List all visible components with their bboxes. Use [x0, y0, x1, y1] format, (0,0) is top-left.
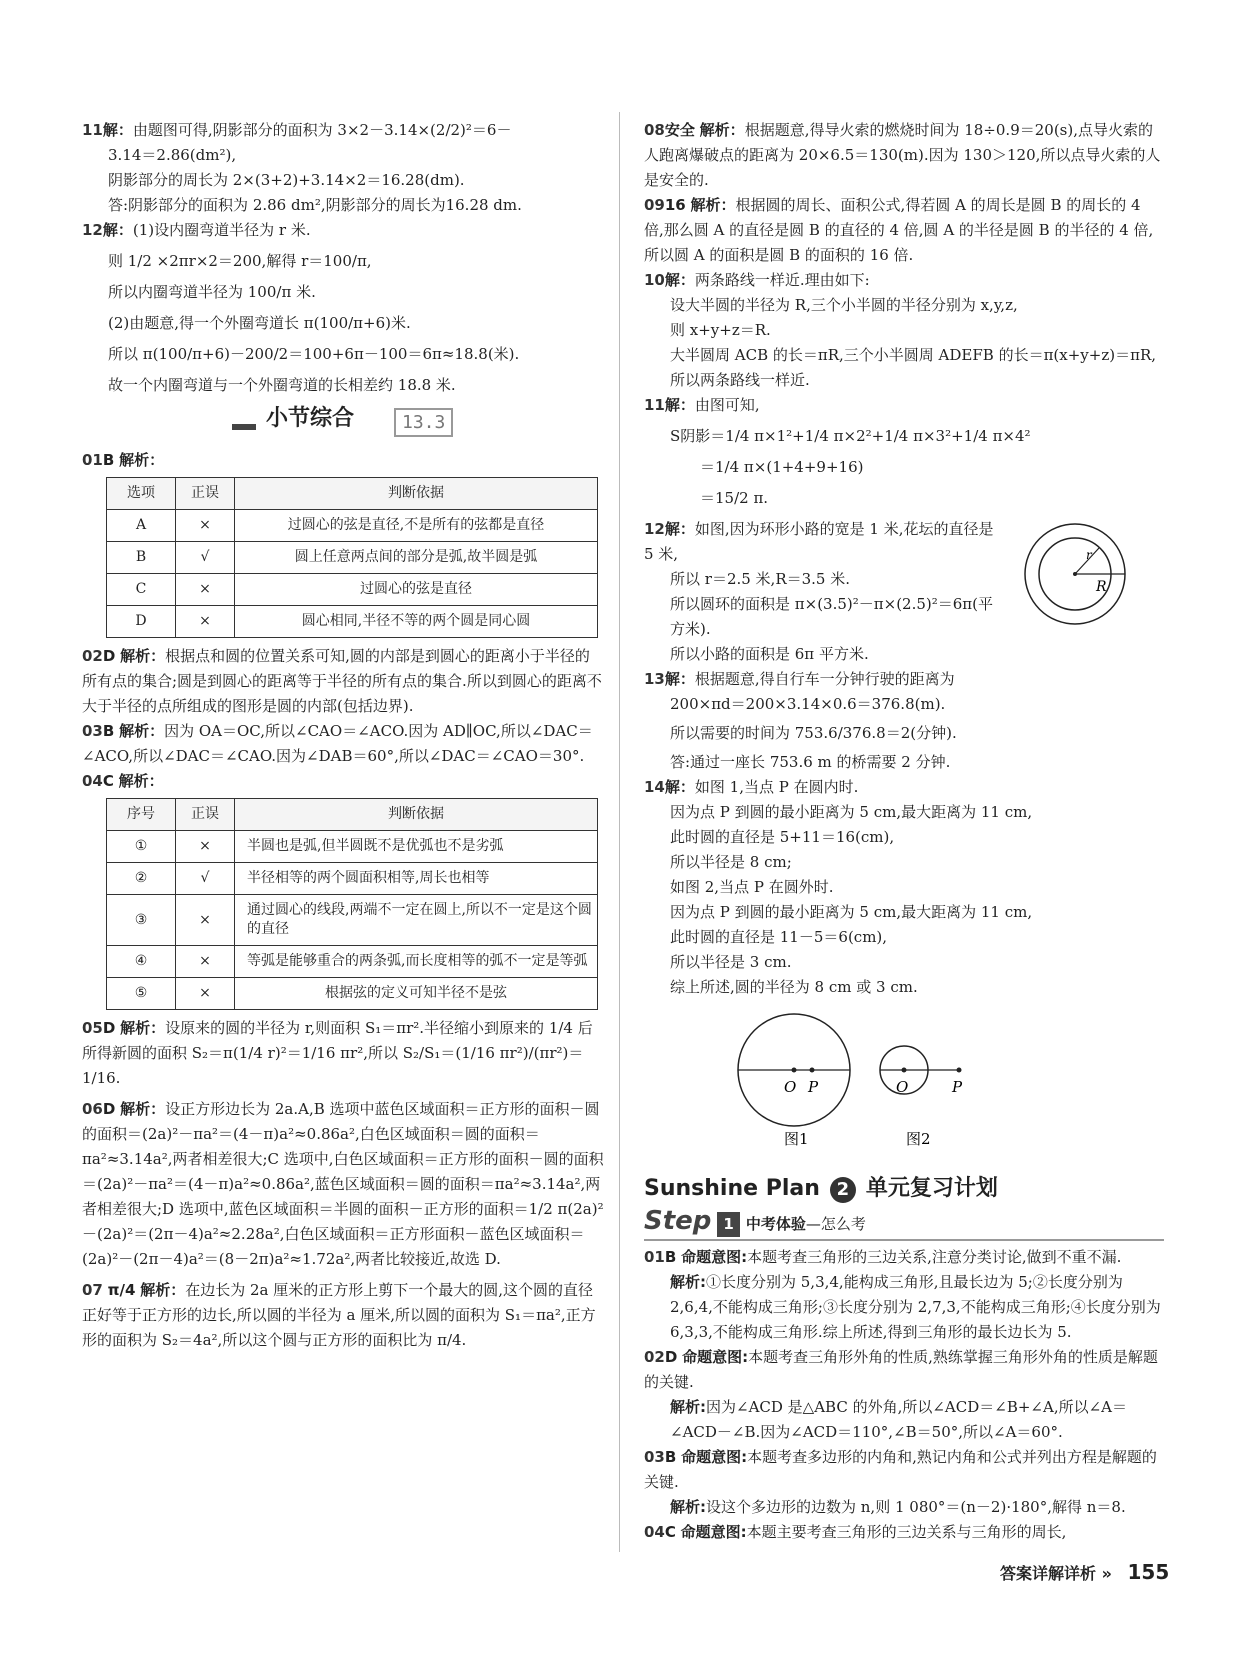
q11-left: 11解：由题图可得,阴影部分的面积为 3×2－3.14×(2/2)²＝6－ 3.14＝2.86(dm²), 阴影部分的周长为 2×(3+2)+3.14×2＝16.28(dm). 答:阴影部分的面积为 2.86 dm²,阴影部分的周长为16.28 dm.: [82, 121, 522, 214]
fig1-p: P: [808, 1078, 819, 1096]
q11-right: 11解：由图可知, S阴影＝1/4 π×1²+1/4 π×2²+1/4 π×3²+1/4 π×4² ＝1/4 π×(1+4+9+16) ＝15/2 π.: [644, 396, 1031, 507]
q08: 08安全 解析：根据题意,得导火索的燃烧时间为 18÷0.9＝20(s),点导火索的人跑离爆破点的距离为 20×6.5＝130(m).因为 130＞120,所以点导火索的人是安全的.: [644, 121, 1161, 189]
q07: 07 π/4 解析：在边长为 2a 厘米的正方形上剪下一个最大的圆,这个圆的直径正好等于正方形的边长,所以圆的半径为 a 厘米,所以圆的面积为 S₁＝πa²,正方形的面积为 S₂＝4a²,所以这个圆与正方形的面积比为 π/4.: [82, 1281, 596, 1349]
q13: 13解：根据题意,得自行车一分钟行驶的距离为 200×πd＝200×3.14×0.6＝376.8(m). 所以需要的时间为 753.6/376.8＝2(分钟). 答:通过一座长 753.6 m 的桥需要 2 分钟.: [644, 670, 957, 771]
left-column: [82, 118, 604, 1353]
column-divider: [619, 112, 620, 1552]
q04-table: 序号 正误 判断依据 ① × 半圆也是弧,但半圆既不是优弧也不是劣弧 ② √ 半径相等的两个圆面积相等,周长也相等 ③ × 通过圆心的线段,两端不一定在圆上,所以不一定是这个圆的直径 ④ × 等弧是能够重合的两条弧,而长度相等的弧不一定是等弧 ⑤ × 根据弦的定义可知半径不是弦: [106, 798, 598, 1010]
q09: 0916 解析：根据圆的周长、面积公式,得若圆 A 的周长是圆 B 的周长的 4 倍,那么圆 A 的直径是圆 B 的直径的 4 倍,圆 A 的半径是圆 B 的半径的 4 倍,所以圆 A 的面积是圆 B 的面积的 16 倍.: [644, 196, 1154, 264]
step-header: Step 1 中考体验—怎么考: [644, 1209, 1164, 1241]
section-tag: 13.3: [394, 408, 453, 437]
page-footer: [1000, 1560, 1169, 1586]
q04: 04C 解析： 序号 正误 判断依据 ① × 半圆也是弧,但半圆既不是优弧也不是劣弧 ② √ 半径相等的两个圆面积相等,周长也相等 ③ × 通过圆心的线段,两端不一定在圆上,所以不一定是这个圆的直径 ④ × 等弧是能够重合的两条弧,而长度相等的弧不一定是等弧 ⑤ × 根据弦的定义可知半径不是弦: [82, 769, 604, 1010]
footer-label: 答案详解详析: [1000, 1564, 1097, 1583]
right-column: [644, 118, 1164, 1545]
q12-right: 12解：如图,因为环形小路的宽是 1 米,花坛的直径是 5 米, 所以 r＝2.5 米,R＝3.5 米. 所以圆环的面积是 π×(3.5)²－π×(2.5)²＝6π(平方米). 所以小路的面积是 6π 平方米. r R: [644, 517, 1164, 667]
ring-label-R: R: [1096, 579, 1107, 595]
s01: 01B 命题意图:本题考查三角形的三边关系,注意分类讨论,做到不重不漏. 解析:①长度分别为 5,3,4,能构成三角形,且最长边为 5;②长度分别为 2,6,4,不能构成三角形;③长度分别为 2,7,3,不能构成三角形;④长度分别为 6,3,3,不能构成三角形.综上所述,得到三角形的最长边长为 5.: [644, 1248, 1161, 1341]
q14-figures: [644, 1000, 1164, 1150]
q03: 03B 解析：因为 OA＝OC,所以∠CAO＝∠ACO.因为 AD∥OC,所以∠DAC＝∠ACO,所以∠DAC＝∠CAO.因为∠DAB＝60°,所以∠DAC＝∠CAO＝30°.: [82, 722, 593, 765]
footer-arrows: »: [1101, 1564, 1112, 1583]
page-number: 155: [1127, 1560, 1170, 1584]
fig1-caption: 图1: [784, 1130, 809, 1148]
q05: 05D 解析：设原来的圆的半径为 r,则面积 S₁＝πr².半径缩小到原来的 1/4 后所得新圆的面积 S₂＝π(1/4 r)²＝1/16 πr²,所以 S₂/S₁＝(1/16 πr²)/(πr²)＝1/16.: [82, 1019, 593, 1087]
ring-label-r: r: [1086, 548, 1092, 562]
sunshine-plan-header: Sunshine Plan 2 单元复习计划: [644, 1176, 998, 1201]
fig2-p: P: [952, 1078, 963, 1096]
fig2-o: O: [896, 1078, 909, 1096]
s04: 04C 命题意图:本题主要考查三角形的三边关系与三角形的周长,: [644, 1523, 1067, 1541]
s02: 02D 命题意图:本题考查三角形外角的性质,熟练掌握三角形外角的性质是解题的关键. 解析:因为∠ACD 是△ABC 的外角,所以∠ACD＝∠B+∠A,所以∠A＝∠ACD－∠B.因为∠ACD＝110°,∠B＝50°,所以∠A＝60°.: [644, 1348, 1158, 1441]
section-title: 小节综合: [266, 406, 355, 431]
q01: 01B 解析： 选项 正误 判断依据 A × 过圆心的弦是直径,不是所有的弦都是直径 B √ 圆上任意两点间的部分是弧,故半圆是弧 C × 过圆心的弦是直径 D × 圆心相同,半径不等的两个圆是同心圆: [82, 448, 604, 638]
q10-right: 10解：两条路线一样近.理由如下: 设大半圆的半径为 R,三个小半圆的半径分别为 x,y,z, 则 x+y+z＝R. 大半圆周 ACB 的长＝πR,三个小半圆周 ADEFB 的长＝π(x+y+z)＝πR, 所以两条路线一样近.: [644, 271, 1157, 389]
q02: 02D 解析：根据点和圆的位置关系可知,圆的内部是到圆心的距离小于半径的所有点的集合;圆是到圆心的距离等于半径的所有点的集合.所以到圆心的距离不大于半径的点所组成的图形是圆的内部(包括边界).: [82, 647, 602, 715]
ring-figure: [1022, 521, 1128, 627]
s03: 03B 命题意图:本题考查多边形的内角和,熟记内角和公式并列出方程是解题的关键. 解析:设这个多边形的边数为 n,则 1 080°＝(n－2)·180°,解得 n＝8.: [644, 1448, 1157, 1516]
q14: 14解：如图 1,当点 P 在圆内时. 因为点 P 到圆的最小距离为 5 cm,最大距离为 11 cm, 此时圆的直径是 5+11＝16(cm), 所以半径是 8 cm; 如图 2,当点 P 在圆外时. 因为点 P 到圆的最小距离为 5 cm,最大距离为 11 cm, 此时圆的直径是 11－5＝6(cm), 所以半径是 3 cm. 综上所述,圆的半径为 8 cm 或 3 cm. O P 图1 O P 图2: [644, 775, 1164, 1158]
q12-left: 12解：(1)设内圈弯道半径为 r 米. 则 1/2 ×2πr×2＝200,解得 r＝100/π, 所以内圈弯道半径为 100/π 米. (2)由题意,得一个外圈弯道长 π(100/π+6)米. 所以 π(100/π+6)－200/2＝100+6π－100＝6π≈18.8(米). 故一个内圈弯道与一个外圈弯道的长相差约 18.8 米.: [82, 221, 520, 394]
fig2-caption: 图2: [906, 1130, 931, 1148]
q01-table: 选项 正误 判断依据 A × 过圆心的弦是直径,不是所有的弦都是直径 B √ 圆上任意两点间的部分是弧,故半圆是弧 C × 过圆心的弦是直径 D × 圆心相同,半径不等的两个圆是同心圆: [106, 477, 598, 638]
section-header: [82, 406, 604, 440]
q06: 06D 解析：设正方形边长为 2a.A,B 选项中蓝色区域面积＝正方形的面积－圆的面积＝(2a)²－πa²＝(4－π)a²≈0.86a²,白色区域面积＝圆的面积＝πa²≈3.14a²,两者相差很大;C 选项中,白色区域面积＝正方形的面积－圆的面积＝(2a)²－πa²＝(4－π)a²≈0.86a²,蓝色区域面积＝圆的面积＝πa²≈3.14a²,两者相差很大;D 选项中,蓝色区域面积＝半圆的面积－正方形的面积＝1/2 π(2a)²－(2a)²＝(2π－4)a²≈2.28a²,白色区域面积＝正方形面积－蓝色区域面积＝(2a)²－(2π－4)a²＝(8－2π)a²≈1.72a²,两者比较接近,故选 D.: [82, 1100, 604, 1268]
fig1-o: O: [784, 1078, 797, 1096]
